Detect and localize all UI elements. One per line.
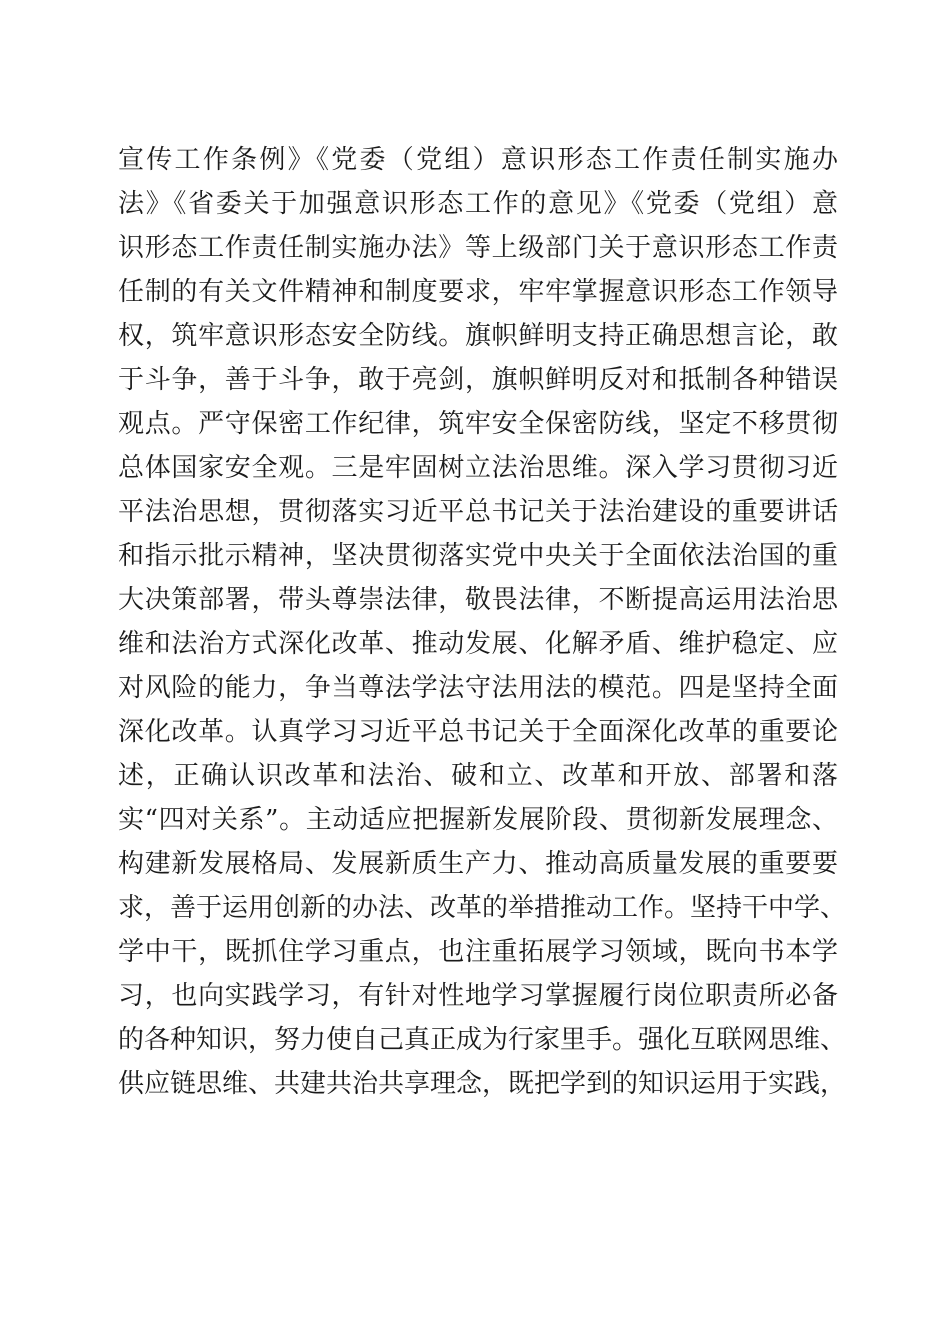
text-line: 习，也向实践学习，有针对性地学习掌握履行岗位职责所必备 <box>118 981 838 1011</box>
text-line: 对风险的能力，争当尊法学法守法用法的模范。四是坚持全面 <box>118 673 838 703</box>
text-line: 宣传工作条例》《党委（党组）意识形态工作责任制实施办 <box>118 145 838 175</box>
text-line: 识形态工作责任制实施办法》等上级部门关于意识形态工作责 <box>118 233 838 263</box>
text-line: 的各种知识，努力使自己真正成为行家里手。强化互联网思维、 <box>118 1025 847 1055</box>
text-line: 总体国家安全观。三是牢固树立法治思维。深入学习贯彻习近 <box>118 453 838 483</box>
body-text <box>118 138 847 1106</box>
text-line: 任制的有关文件精神和制度要求，牢牢掌握意识形态工作领导 <box>118 277 838 307</box>
text-line: 法》《省委关于加强意识形态工作的意见》《党委（党组）意 <box>118 189 838 219</box>
text-line: 构建新发展格局、发展新质生产力、推动高质量发展的重要要 <box>118 849 838 879</box>
text-line: 和指示批示精神，坚决贯彻落实党中央关于全面依法治国的重 <box>118 541 838 571</box>
text-line: 于斗争，善于斗争，敢于亮剑，旗帜鲜明反对和抵制各种错误 <box>118 365 838 395</box>
text-line: 大决策部署，带头尊崇法律，敬畏法律，不断提高运用法治思 <box>118 585 838 615</box>
text-line: 求，善于运用创新的办法、改革的举措推动工作。坚持干中学、 <box>118 893 847 923</box>
text-line: 述，正确认识改革和法治、破和立、改革和开放、部署和落 <box>118 761 838 791</box>
text-line: 实“四对关系”。主动适应把握新发展阶段、贯彻新发展理念、 <box>118 805 838 835</box>
text-line: 学中干，既抓住学习重点，也注重拓展学习领域，既向书本学 <box>118 937 838 967</box>
text-line: 深化改革。认真学习习近平总书记关于全面深化改革的重要论 <box>118 717 838 747</box>
text-line: 平法治思想，贯彻落实习近平总书记关于法治建设的重要讲话 <box>118 497 838 527</box>
text-line: 维和法治方式深化改革、推动发展、化解矛盾、维护稳定、应 <box>118 629 838 659</box>
text-line: 权，筑牢意识形态安全防线。旗帜鲜明支持正确思想言论，敢 <box>118 321 838 351</box>
text-line: 观点。严守保密工作纪律，筑牢安全保密防线，坚定不移贯彻 <box>118 409 838 439</box>
text-line: 供应链思维、共建共治共享理念，既把学到的知识运用于实践， <box>118 1069 847 1099</box>
